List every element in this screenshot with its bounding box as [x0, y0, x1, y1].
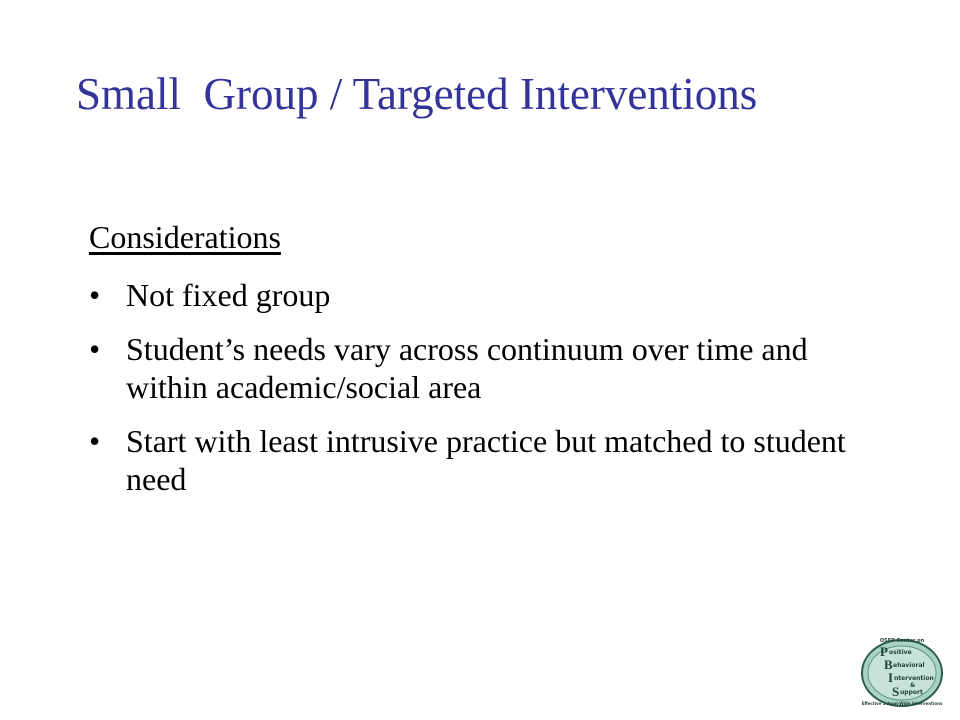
bullet-dot-icon: • — [89, 331, 101, 367]
bullet-item — [89, 330, 879, 406]
logo-word: ehavioral — [893, 662, 925, 669]
slide-title: Small Group / Targeted Interventions — [76, 69, 758, 119]
bullet-text: Student’s needs vary across continuum over time and within academic/social area — [126, 331, 808, 405]
logo-letter: I — [888, 670, 894, 685]
bullet-dot-icon: • — [89, 277, 101, 313]
bullet-list — [89, 276, 879, 498]
bullet-text: Start with least intrusive practice but matched to student need — [126, 423, 846, 497]
logo-word: upport — [900, 689, 923, 696]
logo-word: ositive — [889, 649, 912, 656]
logo-tagline: Effective School-Wide Interventions — [861, 701, 943, 706]
logo-word: ntervention — [894, 675, 934, 682]
bullet-item — [89, 276, 879, 314]
logo-top-text: OSEP Center on — [879, 638, 925, 644]
logo-ampersand: & — [910, 682, 916, 689]
section-heading: Considerations — [89, 219, 281, 255]
logo-letter: P — [880, 644, 888, 659]
bullet-dot-icon: • — [89, 423, 101, 459]
logo-letter: S — [892, 684, 900, 699]
bullet-item — [89, 422, 879, 498]
slide-body — [89, 218, 879, 514]
pbis-logo-icon — [858, 636, 946, 708]
logo-letter: B — [884, 657, 893, 672]
bullet-text: Not fixed group — [126, 277, 331, 313]
